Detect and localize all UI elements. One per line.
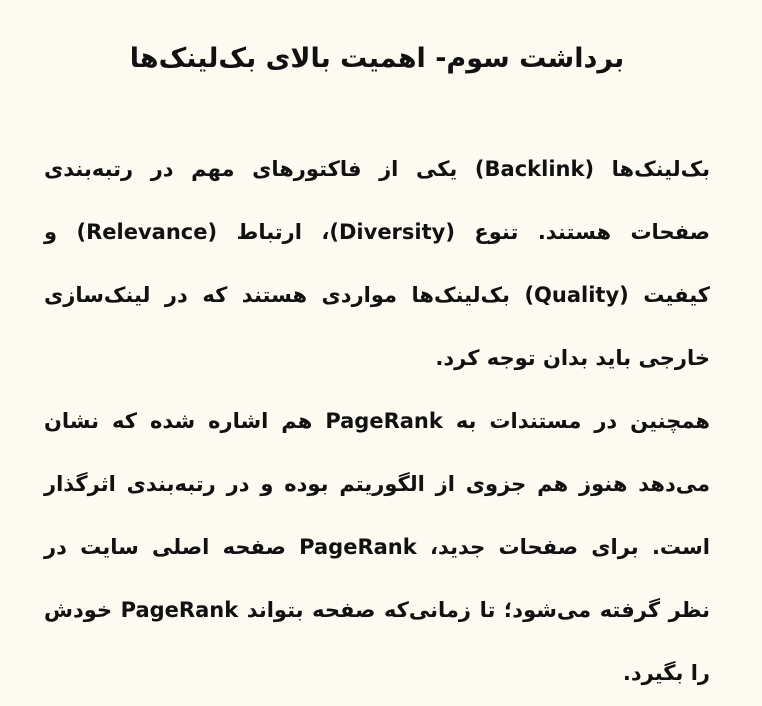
document-body (44, 138, 710, 705)
document-title: برداشت سوم- اهمیت بالای بک‌لینک‌ها (129, 43, 625, 74)
paragraph-backlinks: بک‌لینک‌ها (Backlink) یکی از فاکتورهای مهم در رتبه‌بندی صفحات هستند. تنوع (Diversity)، ارتباط (Relevance) و کیفیت (Quality) بک‌لینک‌ها مواردی هستند که در لینک‌سازی خارجی باید بدان توجه کرد. (44, 157, 711, 370)
paragraph-pagerank: همچنین در مستندات به PageRank هم اشاره شده که نشان می‌دهد هنوز هم جزوی از الگوریتم بوده و در رتبه‌بندی اثرگذار است. برای صفحات جدید، PageRank صفحه اصلی سایت در نظر گرفته می‌شود؛ تا زمانی‌که صفحه بتواند PageRank خودش را بگیرد. (44, 409, 710, 685)
